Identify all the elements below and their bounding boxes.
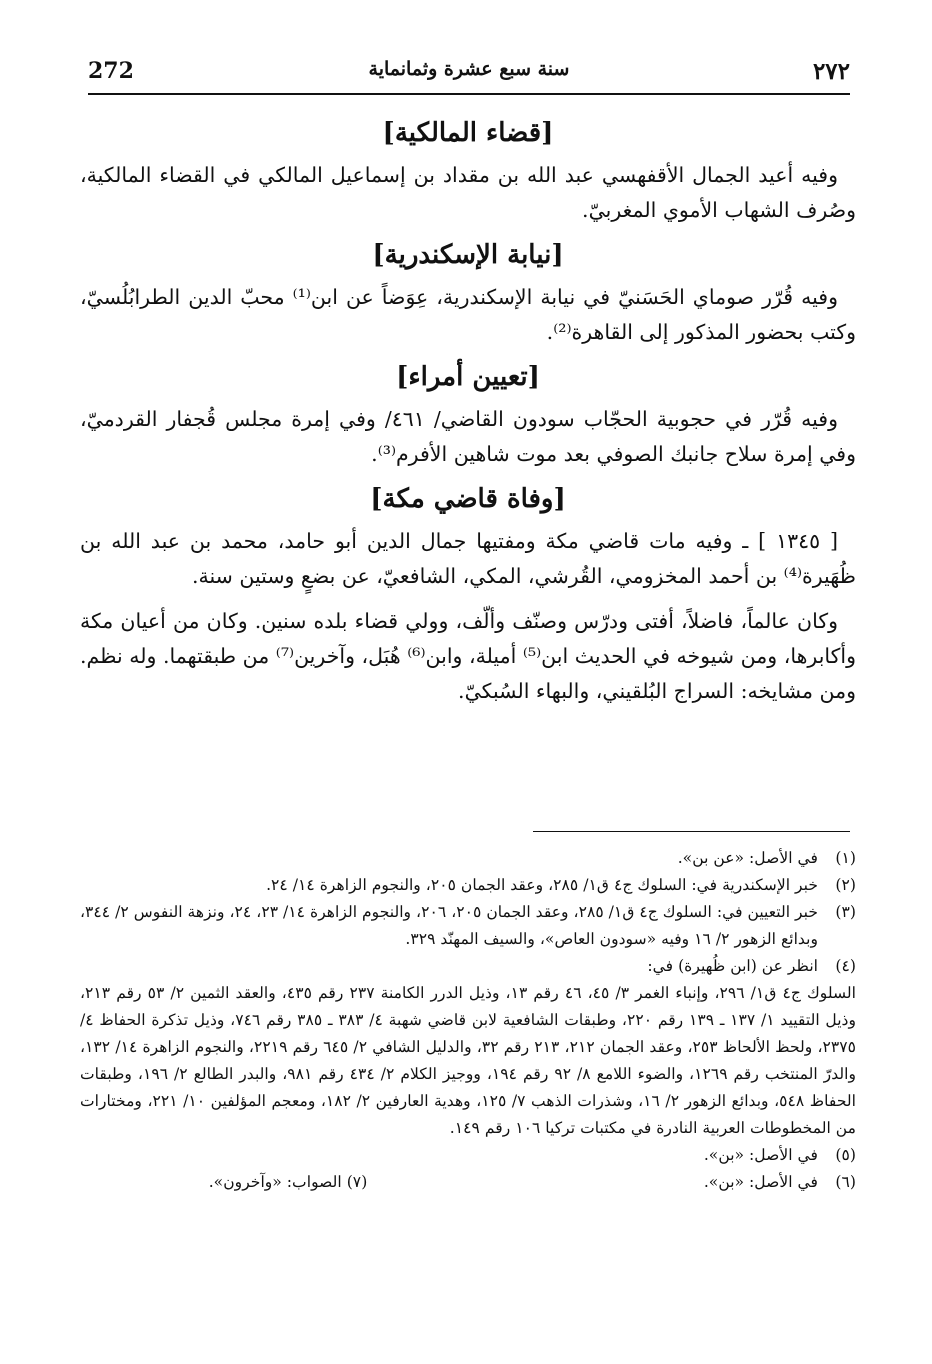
- section-heading: [تعيين أمراء]: [396, 362, 540, 392]
- paragraph: وكان عالماً، فاضلاً، أفتى ودرّس وصنّف وألّف، وولي قضاء بلده سنين. وكان من أعيان مكة وأكابرها، ومن شيوخه في الحديث ابن⁽⁵⁾ أميلة، وابن⁽⁶⁾ هُبَل، وآخرين⁽⁷⁾ من طبقتهما. وله نظم. ومن مشايخه: السراج البُلقيني، والبهاء السُبكيّ.: [80, 609, 857, 703]
- footnote-text: انظر عن (ابن ظُهيرة) في:: [647, 957, 818, 975]
- footnote-text: الصواب: «وآخرون».: [208, 1173, 342, 1191]
- footnote-number: (١): [835, 849, 856, 867]
- paragraph: وفيه أعيد الجمال الأقفهسي عبد الله بن مقداد بن إسماعيل المالكي في القضاء المالكية، وصُرف الشهاب الأموي المغربيّ.: [80, 163, 856, 222]
- footnote-number: (٤): [835, 957, 856, 975]
- paragraph: وفيه قُرّر صوماي الحَسَنيّ في نيابة الإسكندرية، عِوَضاً عن ابن⁽¹⁾ محبّ الدين الطرابُلُسيّ، وكتب بحضور المذكور إلى القاهرة⁽²⁾.: [80, 285, 856, 344]
- page-number-latin: 272: [88, 58, 134, 84]
- footnote-number: (٥): [835, 1146, 856, 1164]
- footnote: [80, 1169, 856, 1196]
- footnote-rule: [533, 831, 850, 832]
- footnote: [80, 1142, 856, 1169]
- footnote-number: (٣): [835, 903, 856, 921]
- footnote-number: (٦): [835, 1173, 856, 1191]
- paragraph: وفيه قُرّر في حجوبية الحجّاب سودون القاضي/ ٤٦١/ وفي إمرة مجلس قُجفار القردميّ، وفي إمرة سلاح جانبك الصوفي بعد موت شاهين الأفرم⁽³⁾.: [80, 407, 856, 466]
- footnote: [80, 953, 856, 980]
- running-title: سنة سبع عشرة وثمانماية: [368, 58, 570, 80]
- footnote-text: في الأصل: «بن».: [703, 1173, 818, 1191]
- section-heading: [وفاة قاضي مكة]: [370, 484, 566, 514]
- footnote: [80, 845, 856, 872]
- header-rule: [88, 93, 850, 95]
- footnote: [80, 872, 856, 899]
- footnotes: [80, 845, 856, 1196]
- section-heading: [نيابة الإسكندرية]: [372, 240, 564, 270]
- section-heading: [قضاء المالكية]: [382, 118, 554, 148]
- footnote-text: خبر الإسكندرية في: السلوك ج٤ ق١/ ٢٨٥، وعقد الجمان ٢٠٥، والنجوم الزاهرة ١٤/ ٢٤.: [266, 876, 818, 894]
- paragraph: [ ١٣٤٥ ] ـ وفيه مات قاضي مكة ومفتيها جمال الدين أبو حامد، محمد بن عبد الله بن ظُهَيرة⁽⁴⁾ بن أحمد المخزومي، القُرشي، المكي، الشافعيّ، عن بضعٍ وستين سنة.: [80, 529, 856, 588]
- footnote-seven: [80, 1169, 496, 1196]
- footnote-continuation: السلوك ج٤ ق١/ ٢٩٦، وإنباء الغمر ٣/ ٤٥، ٤٦ رقم ١٣، وذيل الدرر الكامنة ٢٣٧ رقم ٤٣٥، والعقد الثمين ٢/ ٥٣ رقم ٢١٣، وذيل التقييد ١/ ١٣٧ ـ ١٣٩ رقم ٢٢٠، وطبقات الشافعية لابن قاضي شهبة ٤/ ٣٨٣ ـ ٣٨٥ رقم ٧٤٦، وذيل تذكرة الحفاظ ٤/ ٢٣٧٥، ولحظ الألحاظ ٢٥٣، وعقد الجمان ٢١٢، ٢١٣ رقم ٣٢، والدليل الشافي ٢/ ٦٤٥ رقم ٢٢١٩، والنجوم الزاهرة ١٤/ ١٣٢، والدرّ المنتخب رقم ١٢٦٩، والضوء اللامع ٨/ ٩٢ رقم ١٩٤، ووجيز الكلام ٢/ ٤٣٤ رقم ٩٨١، والبدر الطالع ٢/ ١٩٦، وطبقات الحفاظ ٥٤٨، وبدائع الزهور ٢/ ١٦، وشذرات الذهب ٧/ ١٢٥، وهدية العارفين ٢/ ١٨٢، ومعجم المؤلفين ١٠/ ٢٢١، ومختارات من المخطوطات العربية النادرة في مكتبات تركيا ١٠٦ رقم ١٤٩.: [80, 984, 857, 1137]
- footnote-number: (٢): [835, 876, 856, 894]
- running-header: [88, 52, 850, 92]
- page-number-arabic: ٢٧٢: [812, 58, 850, 85]
- footnote-text: في الأصل: «عن بن».: [677, 849, 818, 867]
- footnote: [80, 899, 856, 953]
- main-text: [80, 106, 856, 709]
- footnote-text: خبر التعيين في: السلوك ج٤ ق١/ ٢٨٥، وعقد الجمان ٢٠٥، ٢٠٦، والنجوم الزاهرة ١٤/ ٢٣، ٢٤، ونزهة النفوس ٢/ ٣٤٤، وبدائع الزهور ٢/ ١٦ وفيه «سودون العاص»، والسيف المهنّد ٣٢٩.: [80, 903, 818, 948]
- footnote-number: (٧): [346, 1173, 368, 1191]
- footnote-text: في الأصل: «بن».: [703, 1146, 818, 1164]
